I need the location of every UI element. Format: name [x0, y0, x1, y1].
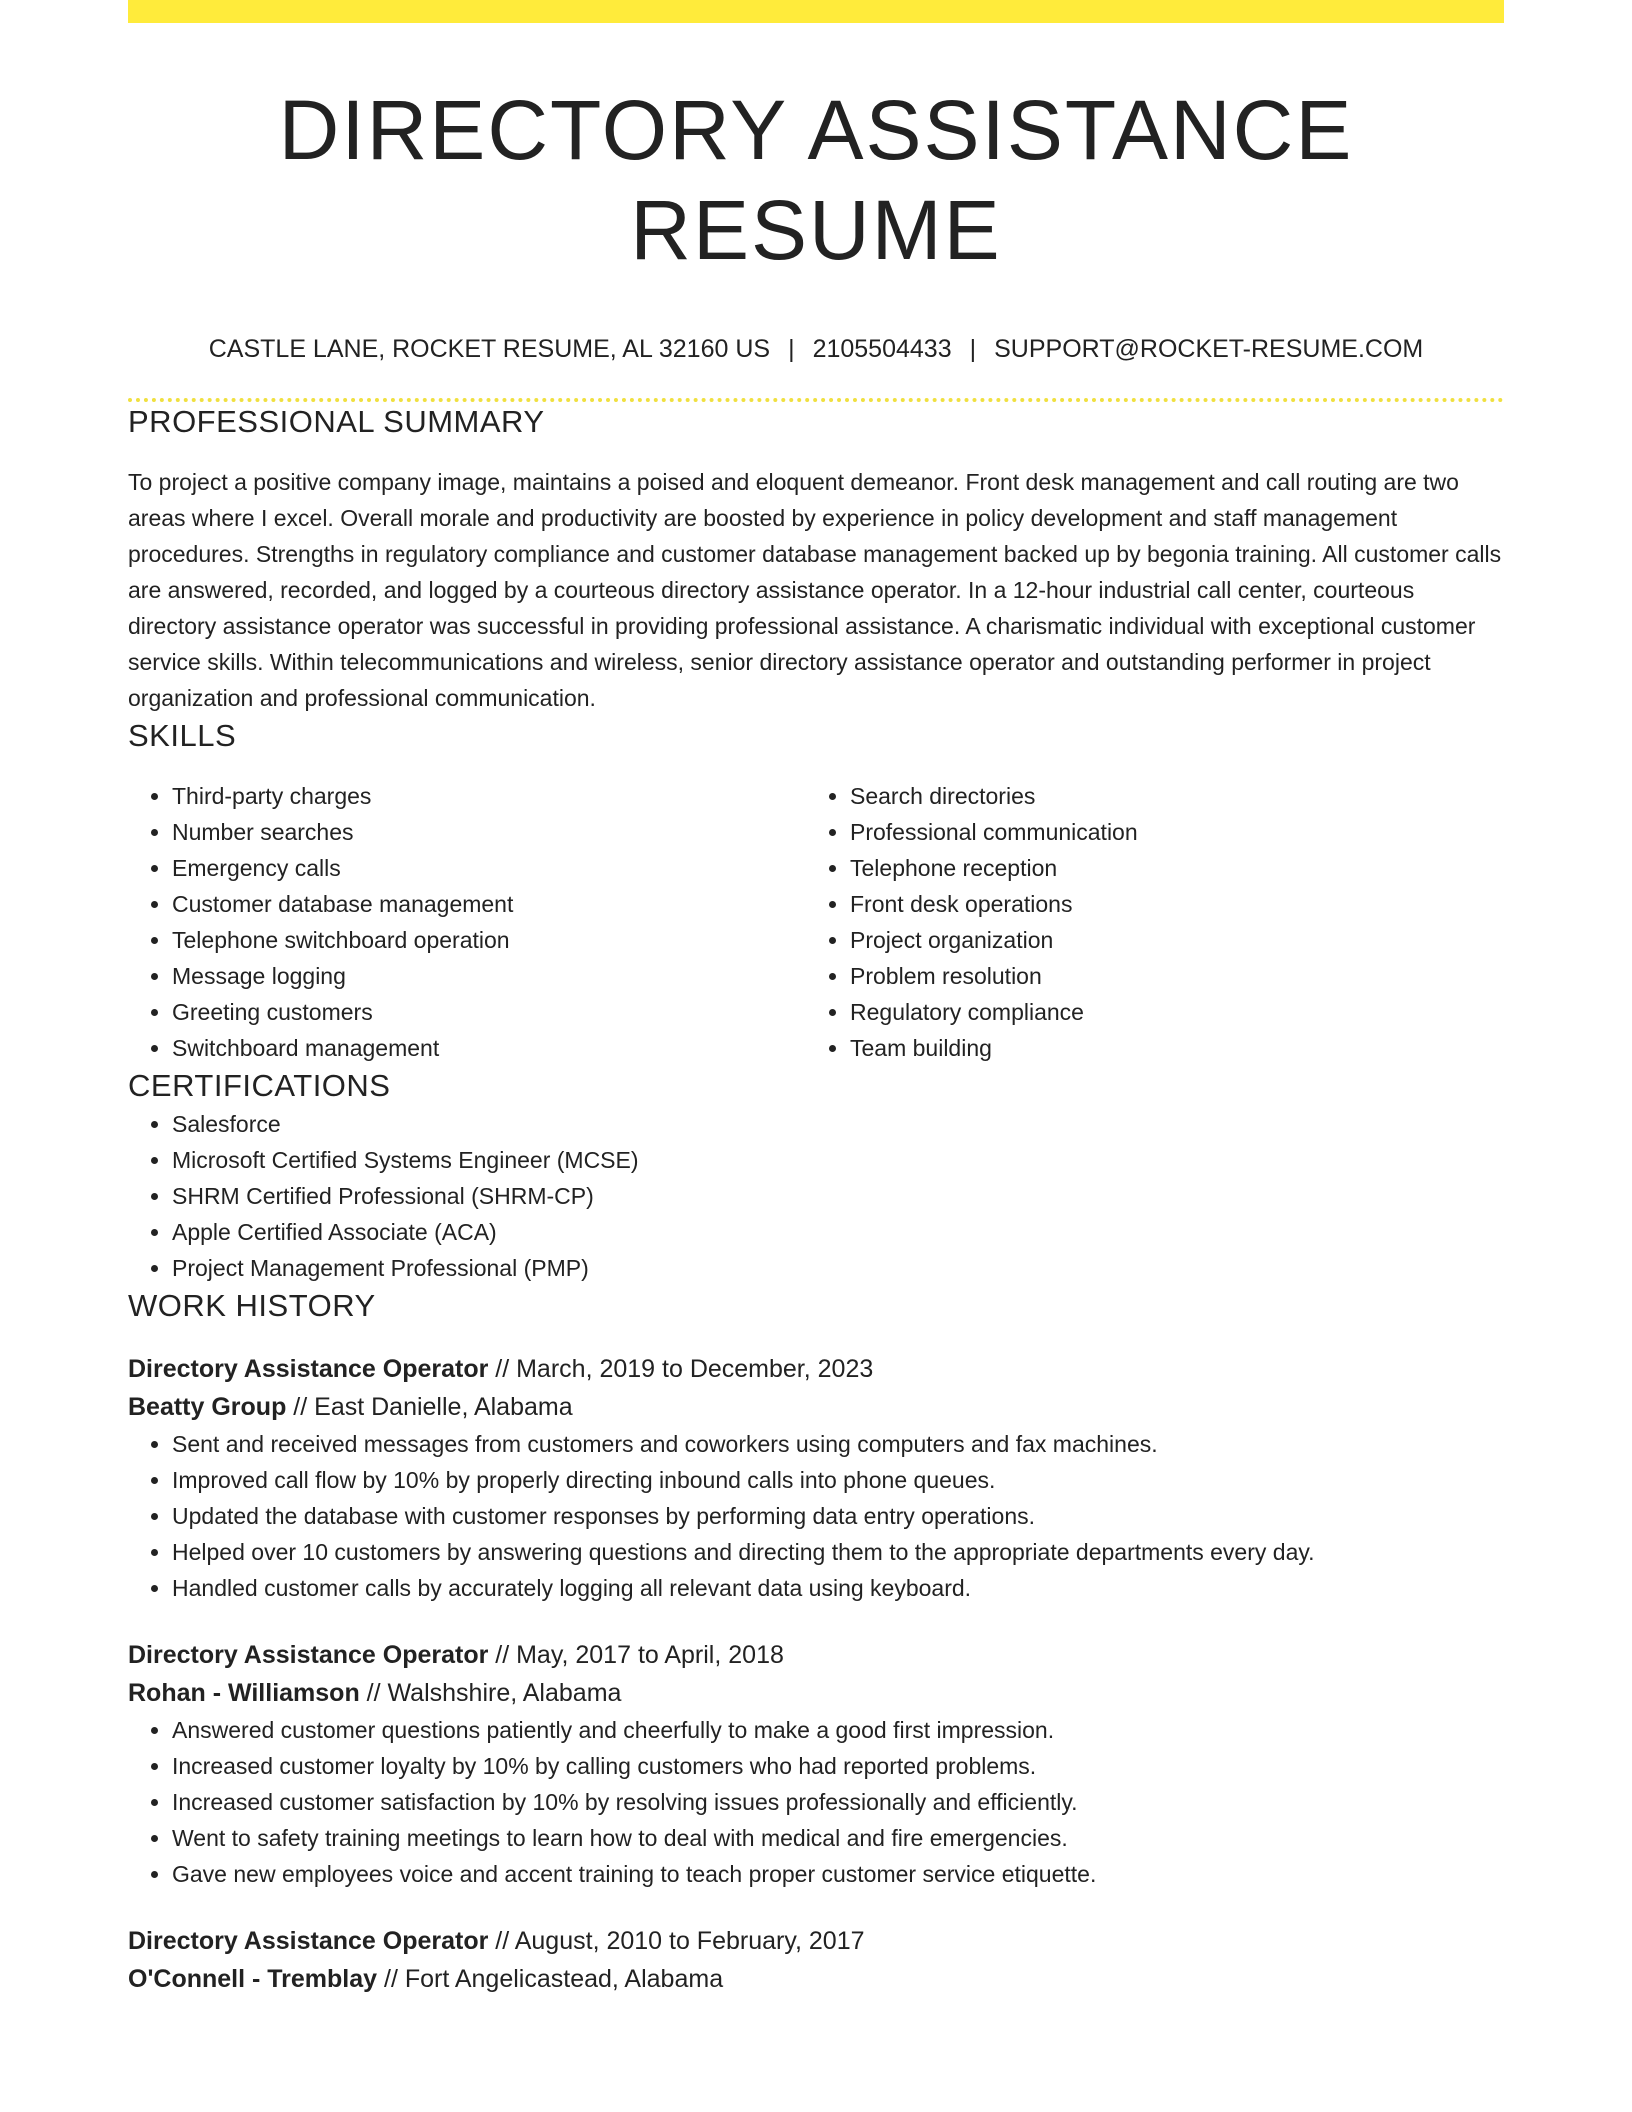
skills-list-right: [806, 778, 1484, 1066]
list-item: • Gave new employees voice and accent training to teach proper customer service etiquette.: [172, 1856, 1504, 1892]
job-duties-list: [128, 1426, 1504, 1606]
list-item: • Team building: [850, 1030, 1484, 1066]
list-item: • Increased customer loyalty by 10% by calling customers who had reported problems.: [172, 1748, 1504, 1784]
list-item: • Went to safety training meetings to learn how to deal with medical and fire emergencies.: [172, 1820, 1504, 1856]
contact-address: CASTLE LANE, ROCKET RESUME, AL 32160 US: [208, 335, 771, 363]
job-company-line: [128, 1674, 1504, 1712]
contact-separator: |: [969, 335, 977, 363]
list-item: • Professional communication: [850, 814, 1484, 850]
list-item: • Switchboard management: [172, 1030, 806, 1066]
job-location: // Fort Angelicastead, Alabama: [377, 1965, 724, 1993]
job-location: // East Danielle, Alabama: [286, 1393, 573, 1421]
list-item: • Message logging: [172, 958, 806, 994]
list-item: • Third-party charges: [172, 778, 806, 814]
job-company: Beatty Group: [128, 1393, 287, 1421]
job-role: Directory Assistance Operator: [128, 1641, 489, 1669]
job-entry: [128, 1922, 1504, 1998]
contact-separator: |: [788, 335, 795, 363]
work-history-section: [128, 1286, 1504, 1998]
list-item: • SHRM Certified Professional (SHRM-CP): [172, 1178, 1504, 1214]
list-item: • Telephone reception: [850, 850, 1484, 886]
list-item: • Microsoft Certified Systems Engineer (MCSE): [172, 1142, 1504, 1178]
skills-heading: SKILLS: [128, 718, 237, 753]
list-item: • Handled customer calls by accurately logging all relevant data using keyboard.: [172, 1570, 1504, 1606]
resume-title: DIRECTORY ASSISTANCE RESUME: [278, 83, 1354, 277]
list-item: • Salesforce: [172, 1106, 1504, 1142]
list-item: • Answered customer questions patiently and cheerfully to make a good first impression.: [172, 1712, 1504, 1748]
job-dates: // May, 2017 to April, 2018: [488, 1641, 784, 1669]
job-company: Rohan - Williamson: [128, 1679, 360, 1707]
certifications-heading: CERTIFICATIONS: [128, 1068, 391, 1103]
list-item: • Problem resolution: [850, 958, 1484, 994]
list-item: • Project organization: [850, 922, 1484, 958]
list-item: • Greeting customers: [172, 994, 806, 1030]
list-item: • Number searches: [172, 814, 806, 850]
job-entry: [128, 1350, 1504, 1606]
skills-column-right: [806, 778, 1484, 1066]
list-item: • Apple Certified Associate (ACA): [172, 1214, 1504, 1250]
job-company-line: [128, 1960, 1504, 1998]
job-entry: [128, 1636, 1504, 1892]
job-role-line: [128, 1922, 1504, 1960]
certifications-list: [128, 1106, 1504, 1286]
job-company: O'Connell - Tremblay: [128, 1965, 378, 1993]
job-company-line: [128, 1388, 1504, 1426]
job-dates: // March, 2019 to December, 2023: [488, 1355, 874, 1383]
skills-list-left: [128, 778, 806, 1066]
list-item: • Customer database management: [172, 886, 806, 922]
list-item: • Increased customer satisfaction by 10% by resolving issues professionally and efficiently.: [172, 1784, 1504, 1820]
contact-phone: 2105504433: [812, 335, 952, 363]
list-item: • Sent and received messages from customers and coworkers using computers and fax machines.: [172, 1426, 1504, 1462]
job-role-line: [128, 1350, 1504, 1388]
job-dates: // August, 2010 to February, 2017: [488, 1927, 865, 1955]
list-item: • Front desk operations: [850, 886, 1484, 922]
list-item: • Project Management Professional (PMP): [172, 1250, 1504, 1286]
job-duties-list: [128, 1712, 1504, 1892]
skills-columns: [128, 778, 1504, 1066]
job-role: Directory Assistance Operator: [128, 1355, 489, 1383]
list-item: • Search directories: [850, 778, 1484, 814]
list-item: • Improved call flow by 10% by properly directing inbound calls into phone queues.: [172, 1462, 1504, 1498]
skills-column-left: [128, 778, 806, 1066]
summary-section: [128, 402, 1504, 716]
work-history-heading: WORK HISTORY: [128, 1288, 376, 1323]
job-role: Directory Assistance Operator: [128, 1927, 489, 1955]
summary-text: To project a positive company image, maintains a poised and eloquent demeanor. Front desk management and call routing are two areas where I excel. Overall morale and productivity are boosted by experience in policy development and staff management procedures. Strengths in regulatory compliance and customer database management backed up by begonia training. All customer calls are answered, recorded, and logged by a courteous directory assistance operator. In a 12-hour industrial call center, courteous directory assistance operator was successful in providing professional assistance. A charismatic individual with exceptional customer service skills. Within telecommunications and wireless, senior directory assistance operator and outstanding performer in project organization and professional communication.: [128, 469, 1502, 711]
resume-content: [128, 0, 1504, 1998]
list-item: • Telephone switchboard operation: [172, 922, 806, 958]
contact-line: [128, 332, 1504, 366]
job-role-line: [128, 1636, 1504, 1674]
summary-heading: PROFESSIONAL SUMMARY: [128, 404, 545, 439]
contact-email: SUPPORT@ROCKET-RESUME.COM: [994, 335, 1424, 363]
list-item: • Emergency calls: [172, 850, 806, 886]
skills-section: [128, 716, 1504, 1066]
job-location: // Walshshire, Alabama: [359, 1679, 622, 1707]
list-item: • Helped over 10 customers by answering questions and directing them to the appropriate departments every day.: [172, 1534, 1504, 1570]
certifications-section: [128, 1066, 1504, 1286]
list-item: • Regulatory compliance: [850, 994, 1484, 1030]
list-item: • Updated the database with customer responses by performing data entry operations.: [172, 1498, 1504, 1534]
